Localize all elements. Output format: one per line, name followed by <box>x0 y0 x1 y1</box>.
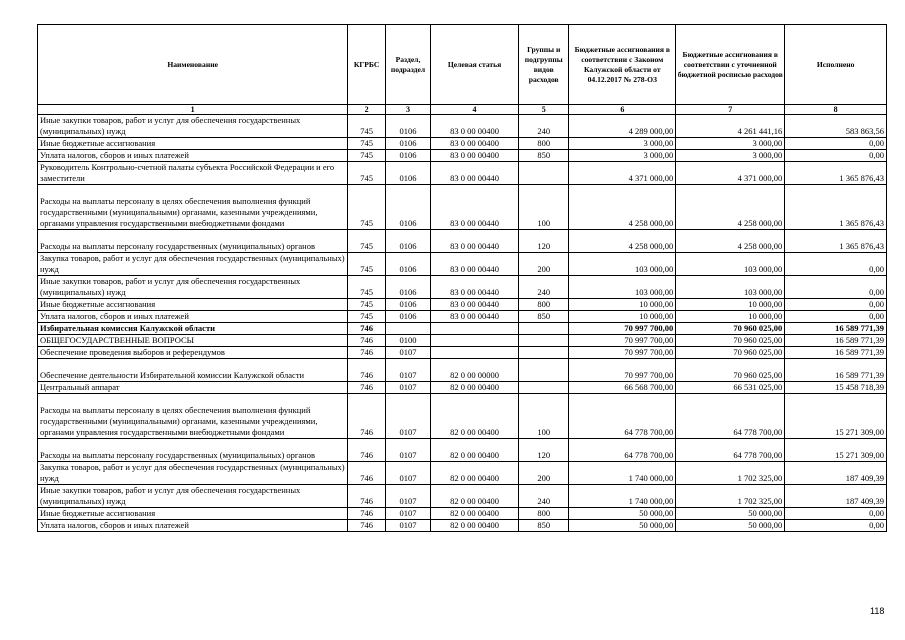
row-name-cell: Закупка товаров, работ и услуг для обеспечения государственных (муниципальных) нужд <box>38 253 348 276</box>
row-section-cell: 0106 <box>385 253 430 276</box>
row-done-cell: 187 409,39 <box>785 462 887 485</box>
row-law-cell: 1 740 000,00 <box>569 485 676 508</box>
column-number: 4 <box>431 105 519 115</box>
row-name-cell: Обеспечение проведения выборов и референдумов <box>38 347 348 359</box>
row-section-cell: 0106 <box>385 150 430 162</box>
table-row <box>38 138 887 150</box>
row-group-cell: 240 <box>519 276 569 299</box>
row-target-cell: 82 0 00 00400 <box>431 462 519 485</box>
row-refined-cell: 70 960 025,00 <box>676 359 785 382</box>
row-name-cell: Расходы на выплаты персоналу государственных (муниципальных) органов <box>38 230 348 253</box>
row-name-cell: Иные закупки товаров, работ и услуг для обеспечения государственных (муниципальных) нужд <box>38 485 348 508</box>
row-done-cell: 0,00 <box>785 311 887 323</box>
row-done-cell: 15 271 309,00 <box>785 439 887 462</box>
row-law-cell: 50 000,00 <box>569 508 676 520</box>
row-target-cell: 83 0 00 00440 <box>431 299 519 311</box>
row-law-cell: 64 778 700,00 <box>569 439 676 462</box>
row-target-cell: 83 0 00 00400 <box>431 138 519 150</box>
row-section-cell: 0107 <box>385 485 430 508</box>
column-number-row <box>38 105 887 115</box>
row-refined-cell: 103 000,00 <box>676 253 785 276</box>
row-section-cell: 0107 <box>385 347 430 359</box>
row-name-cell: Иные закупки товаров, работ и услуг для обеспечения государственных (муниципальных) нужд <box>38 276 348 299</box>
row-done-cell: 1 365 876,43 <box>785 185 887 230</box>
row-section-cell: 0106 <box>385 230 430 253</box>
row-name-cell: Уплата налогов, сборов и иных платежей <box>38 150 348 162</box>
table-row <box>38 335 887 347</box>
row-section-cell: 0100 <box>385 335 430 347</box>
row-refined-cell: 70 960 025,00 <box>676 347 785 359</box>
table-row <box>38 185 887 230</box>
row-group-cell: 800 <box>519 138 569 150</box>
row-group-cell: 240 <box>519 485 569 508</box>
row-law-cell: 10 000,00 <box>569 299 676 311</box>
table-row <box>38 230 887 253</box>
row-section-cell: 0107 <box>385 394 430 439</box>
row-refined-cell: 1 702 325,00 <box>676 485 785 508</box>
row-refined-cell: 4 261 441,16 <box>676 115 785 138</box>
table-row <box>38 359 887 382</box>
table-row <box>38 347 887 359</box>
row-group-cell <box>519 323 569 335</box>
row-law-cell: 1 740 000,00 <box>569 462 676 485</box>
row-group-cell: 200 <box>519 253 569 276</box>
row-section-cell <box>385 323 430 335</box>
row-group-cell: 800 <box>519 299 569 311</box>
column-number: 6 <box>569 105 676 115</box>
row-kgrbs-cell: 746 <box>348 347 386 359</box>
row-group-cell: 240 <box>519 115 569 138</box>
row-kgrbs-cell: 746 <box>348 520 386 532</box>
row-name-cell: Закупка товаров, работ и услуг для обеспечения государственных (муниципальных) нужд <box>38 462 348 485</box>
row-group-cell: 120 <box>519 439 569 462</box>
row-done-cell: 0,00 <box>785 253 887 276</box>
row-target-cell: 83 0 00 00440 <box>431 185 519 230</box>
table-row <box>38 382 887 394</box>
row-done-cell: 0,00 <box>785 276 887 299</box>
row-refined-cell: 4 371 000,00 <box>676 162 785 185</box>
row-refined-cell: 10 000,00 <box>676 299 785 311</box>
row-section-cell: 0106 <box>385 162 430 185</box>
header-name: Наименование <box>38 25 348 105</box>
row-kgrbs-cell: 746 <box>348 462 386 485</box>
row-refined-cell: 103 000,00 <box>676 276 785 299</box>
row-section-cell: 0107 <box>385 462 430 485</box>
row-law-cell: 66 568 700,00 <box>569 382 676 394</box>
header-target: Целевая статья <box>431 25 519 105</box>
table-row <box>38 115 887 138</box>
row-law-cell: 4 258 000,00 <box>569 185 676 230</box>
column-number: 1 <box>38 105 348 115</box>
row-done-cell: 187 409,39 <box>785 485 887 508</box>
row-name-cell: Иные бюджетные ассигнования <box>38 299 348 311</box>
row-name-cell: Расходы на выплаты персоналу государственных (муниципальных) органов <box>38 439 348 462</box>
header-refined: Бюджетные ассигнования в соответствии с уточненной бюджетной росписью расходов <box>676 25 785 105</box>
row-kgrbs-cell: 746 <box>348 323 386 335</box>
row-target-cell: 82 0 00 00400 <box>431 520 519 532</box>
row-section-cell: 0106 <box>385 138 430 150</box>
row-group-cell: 850 <box>519 150 569 162</box>
table-row <box>38 299 887 311</box>
row-done-cell: 16 589 771,39 <box>785 359 887 382</box>
row-refined-cell: 70 960 025,00 <box>676 323 785 335</box>
header-section: Раздел, подраздел <box>385 25 430 105</box>
row-kgrbs-cell: 745 <box>348 138 386 150</box>
row-kgrbs-cell: 746 <box>348 359 386 382</box>
row-kgrbs-cell: 745 <box>348 311 386 323</box>
row-kgrbs-cell: 746 <box>348 508 386 520</box>
header-group: Группы и подгруппы видов расходов <box>519 25 569 105</box>
row-kgrbs-cell: 745 <box>348 230 386 253</box>
row-kgrbs-cell: 746 <box>348 382 386 394</box>
row-law-cell: 3 000,00 <box>569 150 676 162</box>
header-kgrbs: КГРБС <box>348 25 386 105</box>
row-section-cell: 0107 <box>385 359 430 382</box>
row-group-cell <box>519 335 569 347</box>
row-target-cell: 83 0 00 00440 <box>431 230 519 253</box>
row-refined-cell: 66 531 025,00 <box>676 382 785 394</box>
row-law-cell: 70 997 700,00 <box>569 359 676 382</box>
row-section-cell: 0106 <box>385 185 430 230</box>
row-kgrbs-cell: 745 <box>348 150 386 162</box>
row-kgrbs-cell: 745 <box>348 115 386 138</box>
row-kgrbs-cell: 746 <box>348 439 386 462</box>
table-row <box>38 462 887 485</box>
row-target-cell: 82 0 00 00400 <box>431 394 519 439</box>
row-group-cell: 850 <box>519 520 569 532</box>
header-law: Бюджетные ассигнования в соответствии с Законом Калужской области от 04.12.2017 № 278-ОЗ <box>569 25 676 105</box>
row-name-cell: Руководитель Контрольно-счетной палаты субъекта Российской Федерации и его заместители <box>38 162 348 185</box>
row-law-cell: 70 997 700,00 <box>569 335 676 347</box>
table-row <box>38 485 887 508</box>
row-done-cell: 0,00 <box>785 138 887 150</box>
row-done-cell: 583 863,56 <box>785 115 887 138</box>
row-refined-cell: 70 960 025,00 <box>676 335 785 347</box>
row-section-cell: 0107 <box>385 382 430 394</box>
table-row <box>38 323 887 335</box>
row-kgrbs-cell: 745 <box>348 185 386 230</box>
row-name-cell: Расходы на выплаты персоналу в целях обеспечения выполнения функций государственными (муниципальными) органами, казенными учреждениями, органами управления государственными внебюджетными фондами <box>38 394 348 439</box>
column-number: 2 <box>348 105 386 115</box>
row-target-cell: 83 0 00 00440 <box>431 253 519 276</box>
row-group-cell: 800 <box>519 508 569 520</box>
table-body <box>38 115 887 532</box>
page-number: 118 <box>870 606 885 616</box>
row-law-cell: 103 000,00 <box>569 253 676 276</box>
row-done-cell: 16 589 771,39 <box>785 323 887 335</box>
table-row <box>38 439 887 462</box>
table-row <box>38 508 887 520</box>
row-refined-cell: 3 000,00 <box>676 150 785 162</box>
row-section-cell: 0107 <box>385 439 430 462</box>
row-group-cell <box>519 347 569 359</box>
row-target-cell: 83 0 00 00400 <box>431 150 519 162</box>
row-section-cell: 0106 <box>385 115 430 138</box>
row-done-cell: 15 458 718,39 <box>785 382 887 394</box>
row-section-cell: 0106 <box>385 276 430 299</box>
row-group-cell: 120 <box>519 230 569 253</box>
row-name-cell: Обеспечение деятельности Избирательной комиссии Калужской области <box>38 359 348 382</box>
row-target-cell: 82 0 00 00400 <box>431 382 519 394</box>
row-target-cell <box>431 347 519 359</box>
row-target-cell: 83 0 00 00440 <box>431 311 519 323</box>
row-group-cell <box>519 162 569 185</box>
table-row <box>38 311 887 323</box>
row-name-cell: Уплата налогов, сборов и иных платежей <box>38 520 348 532</box>
row-kgrbs-cell: 746 <box>348 394 386 439</box>
row-refined-cell: 64 778 700,00 <box>676 439 785 462</box>
row-done-cell: 1 365 876,43 <box>785 162 887 185</box>
budget-table <box>37 24 887 532</box>
row-refined-cell: 10 000,00 <box>676 311 785 323</box>
row-refined-cell: 3 000,00 <box>676 138 785 150</box>
row-section-cell: 0106 <box>385 299 430 311</box>
row-done-cell: 15 271 309,00 <box>785 394 887 439</box>
row-target-cell: 83 0 00 00400 <box>431 115 519 138</box>
row-law-cell: 10 000,00 <box>569 311 676 323</box>
row-name-cell: Иные бюджетные ассигнования <box>38 508 348 520</box>
column-number: 3 <box>385 105 430 115</box>
column-number: 8 <box>785 105 887 115</box>
row-refined-cell: 50 000,00 <box>676 520 785 532</box>
row-law-cell: 50 000,00 <box>569 520 676 532</box>
row-target-cell: 82 0 00 00000 <box>431 359 519 382</box>
row-target-cell <box>431 335 519 347</box>
table-row <box>38 394 887 439</box>
row-done-cell: 16 589 771,39 <box>785 335 887 347</box>
row-target-cell: 83 0 00 00440 <box>431 162 519 185</box>
row-group-cell: 100 <box>519 185 569 230</box>
row-done-cell: 0,00 <box>785 520 887 532</box>
column-number: 5 <box>519 105 569 115</box>
row-group-cell: 100 <box>519 394 569 439</box>
row-law-cell: 3 000,00 <box>569 138 676 150</box>
table-row <box>38 253 887 276</box>
row-name-cell: Избирательная комиссия Калужской области <box>38 323 348 335</box>
row-done-cell: 0,00 <box>785 150 887 162</box>
row-name-cell: Иные бюджетные ассигнования <box>38 138 348 150</box>
row-done-cell: 16 589 771,39 <box>785 347 887 359</box>
row-law-cell: 4 371 000,00 <box>569 162 676 185</box>
row-refined-cell: 64 778 700,00 <box>676 394 785 439</box>
row-kgrbs-cell: 745 <box>348 162 386 185</box>
row-section-cell: 0106 <box>385 311 430 323</box>
row-done-cell: 1 365 876,43 <box>785 230 887 253</box>
table-row <box>38 150 887 162</box>
row-target-cell <box>431 323 519 335</box>
row-law-cell: 4 289 000,00 <box>569 115 676 138</box>
row-target-cell: 83 0 00 00440 <box>431 276 519 299</box>
row-section-cell: 0107 <box>385 508 430 520</box>
row-law-cell: 70 997 700,00 <box>569 323 676 335</box>
row-group-cell: 200 <box>519 462 569 485</box>
row-kgrbs-cell: 746 <box>348 335 386 347</box>
row-law-cell: 103 000,00 <box>569 276 676 299</box>
header-row <box>38 25 887 105</box>
table-row <box>38 276 887 299</box>
row-refined-cell: 50 000,00 <box>676 508 785 520</box>
row-done-cell: 0,00 <box>785 299 887 311</box>
row-kgrbs-cell: 746 <box>348 485 386 508</box>
row-done-cell: 0,00 <box>785 508 887 520</box>
row-group-cell <box>519 359 569 382</box>
row-law-cell: 70 997 700,00 <box>569 347 676 359</box>
row-kgrbs-cell: 745 <box>348 253 386 276</box>
row-target-cell: 82 0 00 00400 <box>431 485 519 508</box>
row-target-cell: 82 0 00 00400 <box>431 508 519 520</box>
row-law-cell: 4 258 000,00 <box>569 230 676 253</box>
column-number: 7 <box>676 105 785 115</box>
row-section-cell: 0107 <box>385 520 430 532</box>
row-name-cell: Центральный аппарат <box>38 382 348 394</box>
table-row <box>38 162 887 185</box>
row-refined-cell: 1 702 325,00 <box>676 462 785 485</box>
row-kgrbs-cell: 745 <box>348 299 386 311</box>
row-name-cell: ОБЩЕГОСУДАРСТВЕННЫЕ ВОПРОСЫ <box>38 335 348 347</box>
row-name-cell: Иные закупки товаров, работ и услуг для обеспечения государственных (муниципальных) нужд <box>38 115 348 138</box>
row-law-cell: 64 778 700,00 <box>569 394 676 439</box>
row-group-cell <box>519 382 569 394</box>
row-target-cell: 82 0 00 00400 <box>431 439 519 462</box>
row-name-cell: Расходы на выплаты персоналу в целях обеспечения выполнения функций государственными (муниципальными) органами, казенными учреждениями, органами управления государственными внебюджетными фондами <box>38 185 348 230</box>
row-name-cell: Уплата налогов, сборов и иных платежей <box>38 311 348 323</box>
row-refined-cell: 4 258 000,00 <box>676 185 785 230</box>
row-group-cell: 850 <box>519 311 569 323</box>
row-refined-cell: 4 258 000,00 <box>676 230 785 253</box>
table-row <box>38 520 887 532</box>
header-done: Исполнено <box>785 25 887 105</box>
row-kgrbs-cell: 745 <box>348 276 386 299</box>
